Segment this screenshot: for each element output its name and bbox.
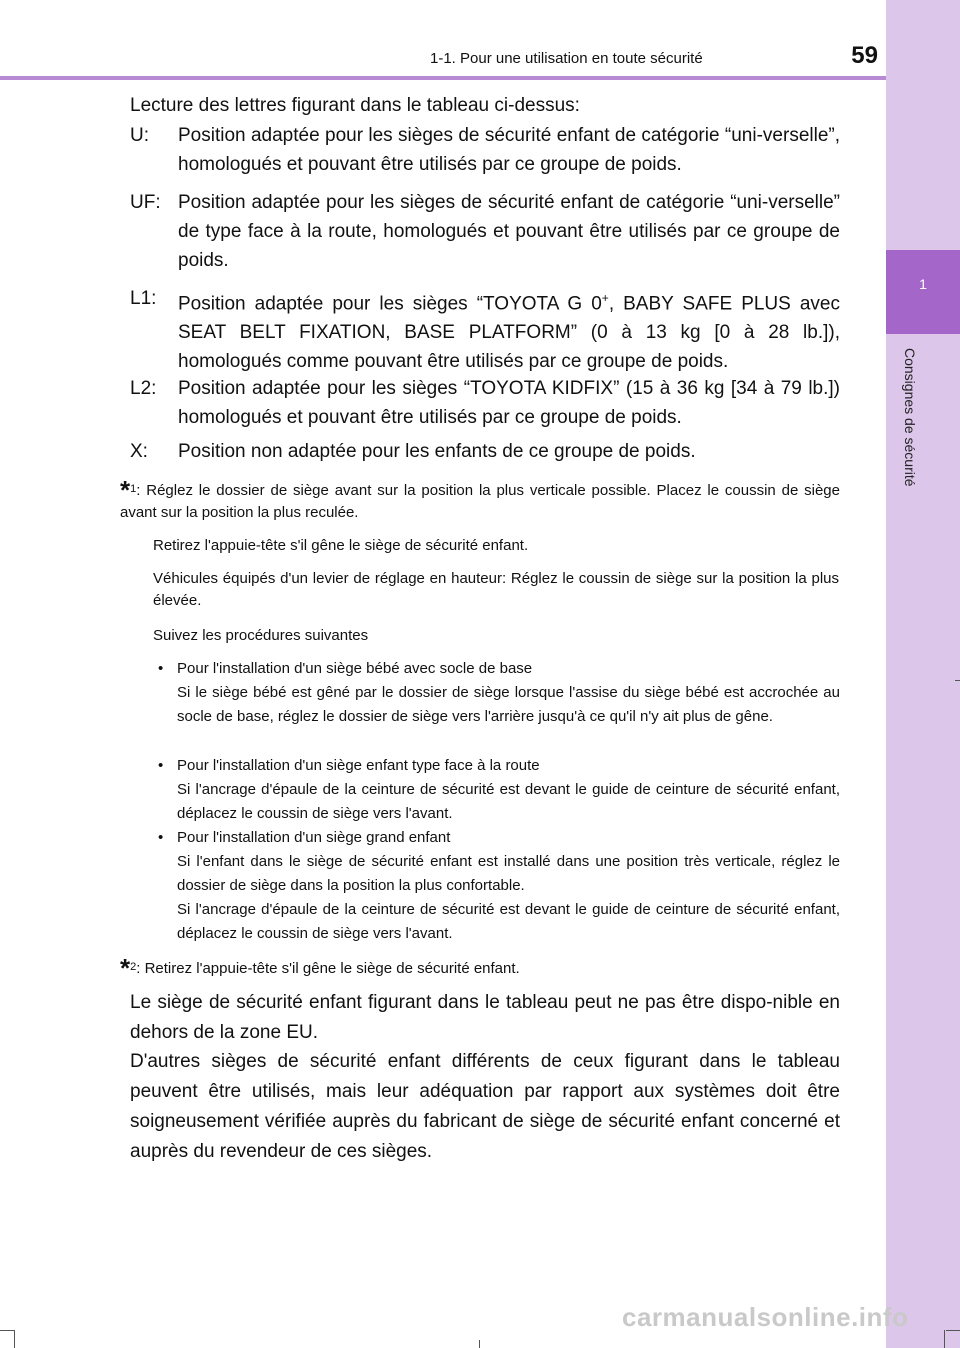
crop-mark (0, 1330, 14, 1331)
legend-text: Position adaptée pour les sièges de sécurité enfant de catégorie “uni-verselle” de type face à la route, homologués et pouvant être utilisés par ce groupe de poids. (178, 192, 840, 271)
legend-text: Position non adaptée pour les enfants de ce groupe de poids. (178, 441, 696, 462)
crop-mark (14, 1330, 15, 1348)
bullet-dot: • (158, 660, 164, 677)
footnote-star: * (120, 953, 131, 983)
bullet-line: Si l'enfant dans le siège de sécurité enfant est installé dans une position très verticale, réglez le dossier de siège dans la position la plus confortable. (177, 853, 840, 894)
bullet-line: Si le siège bébé est gêné par le dossier de siège lorsque l'assise du siège bébé est accrochée au socle de base, réglez le dossier de siège vers l'arrière jusqu'à ce qu'il n'y ait plus de gêne. (177, 684, 840, 725)
legend-text: Position adaptée pour les sièges “TOYOTA KIDFIX” (15 à 36 kg [34 à 79 lb.]) homologués et pouvant être utilisés par ce groupe de poids. (178, 378, 840, 428)
intro-text: Lecture des lettres figurant dans le tableau ci-dessus: (130, 95, 580, 116)
footnote-paragraph: Suivez les procédures suivantes (153, 627, 369, 644)
legend-item-u (130, 121, 840, 179)
footnote-1 (120, 475, 840, 524)
chapter-tab[interactable] (886, 250, 960, 334)
bullet-item (158, 657, 840, 729)
footnote-number: 2 (130, 961, 137, 973)
legend-text-part: Position adaptée pour les sièges “TOYOTA G 0 (178, 293, 602, 315)
bullet-item (158, 754, 840, 826)
closing-paragraph: Le siège de sécurité enfant figurant dans le tableau peut ne pas être dispo-nible en dehors de la zone EU. (130, 992, 840, 1043)
page-number: 59 (851, 42, 878, 69)
bullet-line: Si l'ancrage d'épaule de la ceinture de sécurité est devant le guide de ceinture de sécurité enfant, déplacez le coussin de siège vers l'avant. (177, 901, 840, 942)
side-tab-strip (886, 0, 960, 1348)
bullet-dot: • (158, 829, 164, 846)
footnote-text: : Réglez le dossier de siège avant sur la position la plus verticale possible. Placez le coussin de siège avant sur la position la plus reculée. (120, 482, 840, 521)
legend-text: Position adaptée pour les sièges de sécurité enfant de catégorie “uni-verselle”, homologués et pouvant être utilisés par ce groupe de poids. (178, 125, 840, 175)
legend-item-x (130, 437, 840, 466)
bullet-title: Pour l'installation d'un siège grand enfant (177, 829, 451, 846)
bullet-dot: • (158, 757, 164, 774)
closing-paragraph: D'autres sièges de sécurité enfant différents de ceux figurant dans le tableau peuvent être utilisés, mais leur adéquation par rapport aux systèmes doit être soigneusement vérifiée auprès du fabricant de siège de sécurité enfant concerné et auprès du revendeur de ces sièges. (130, 1051, 840, 1162)
footnote-number: 1 (130, 483, 137, 495)
crop-mark (946, 1330, 960, 1331)
bullet-title: Pour l'installation d'un siège enfant type face à la route (177, 757, 540, 774)
legend-item-l2 (130, 374, 840, 432)
chapter-number: 1 (919, 276, 927, 292)
section-title: 1-1. Pour une utilisation en toute sécurité (430, 50, 703, 67)
crop-mark (479, 1340, 480, 1348)
crop-mark (944, 1330, 945, 1348)
footnote-star: * (120, 475, 131, 505)
chapter-title: Consignes de sécurité (902, 348, 918, 487)
legend-code: L1: (130, 288, 157, 309)
legend-text (178, 284, 840, 376)
watermark[interactable]: carmanualsonline.info (622, 1302, 909, 1332)
legend-code: UF: (130, 192, 161, 213)
footnote-text: : Retirez l'appuie-tête s'il gêne le siège de sécurité enfant. (136, 960, 520, 977)
legend-item-l1 (130, 284, 840, 376)
bullet-item (158, 826, 840, 946)
footnote-paragraph: Retirez l'appuie-tête s'il gêne le siège de sécurité enfant. (153, 537, 529, 554)
bullet-title: Pour l'installation d'un siège bébé avec socle de base (177, 660, 533, 677)
legend-code: X: (130, 441, 148, 462)
legend-code: U: (130, 125, 149, 146)
footnote-2 (120, 953, 840, 983)
crop-mark (955, 680, 960, 681)
legend-item-uf (130, 188, 840, 275)
legend-text-part: , BABY SAFE PLUS avec SEAT BELT FIXATION, BASE PLATFORM” (0 à 13 kg [0 à 28 lb.]), homologués comme pouvant être utilisés par ce groupe de poids. (178, 293, 840, 373)
bullet-line: Si l'ancrage d'épaule de la ceinture de sécurité est devant le guide de ceinture de sécurité enfant, déplacez le coussin de siège vers l'avant. (177, 781, 840, 822)
legend-code: L2: (130, 378, 157, 399)
footnote-paragraph: Véhicules équipés d'un levier de réglage en hauteur: Réglez le coussin de siège sur la position la plus élevée. (153, 570, 839, 609)
superscript-plus: + (601, 291, 609, 305)
header-rule (0, 76, 886, 80)
